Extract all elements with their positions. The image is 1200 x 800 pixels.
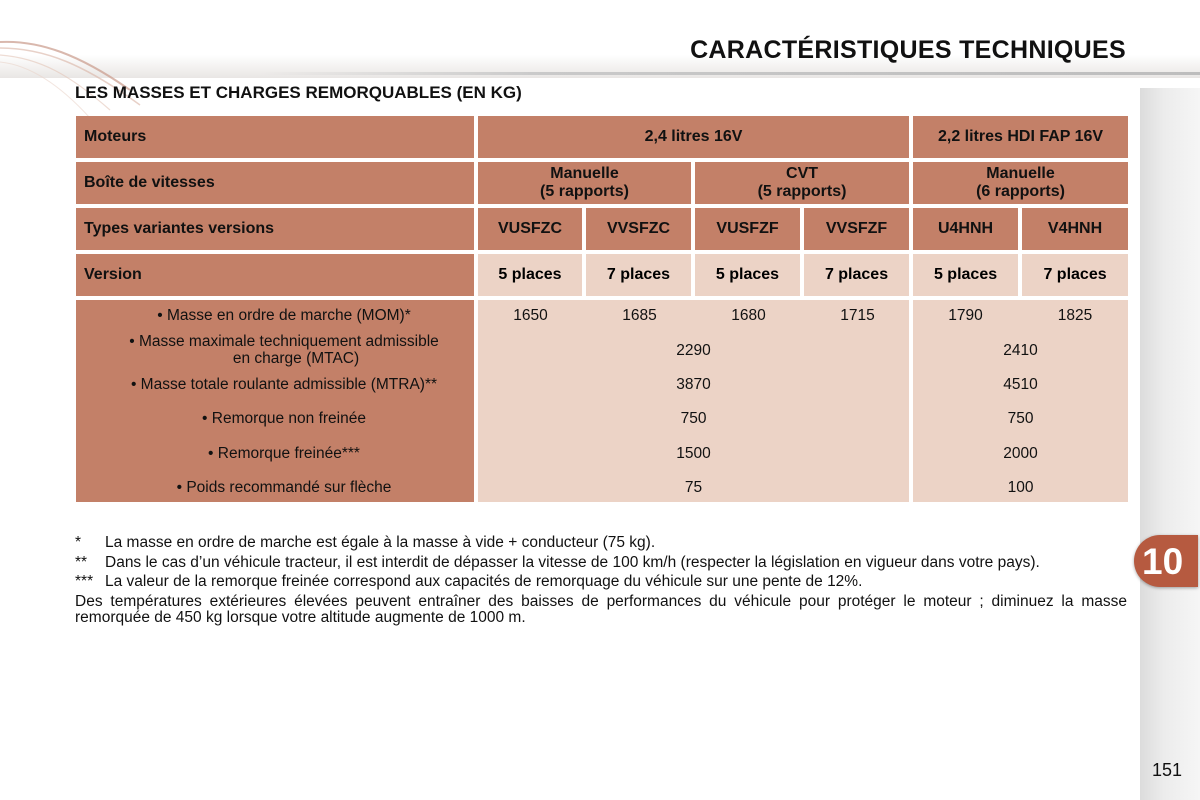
version-cell: 5 places	[695, 254, 800, 296]
temperature-note: Des températures extérieures élevées peuvent entraîner des baisses de performances du véhicule pour protéger le moteur ; diminuez la masse remorquée de 450 kg lorsque votre altitude augmente de 1000 m.	[75, 592, 1127, 626]
row-label-mom: • Masse en ordre de marche (MOM)*	[157, 307, 411, 324]
page-number: 151	[1152, 760, 1183, 780]
version-row	[76, 254, 1128, 296]
version-label: Version	[76, 254, 474, 296]
mom-value: 1650	[513, 307, 548, 324]
footnote	[75, 535, 1127, 552]
mom-value: 1680	[731, 307, 766, 324]
variants-row	[76, 208, 1128, 250]
braked-value: 1500	[676, 445, 711, 462]
version-cell: 7 places	[1022, 254, 1128, 296]
row-label-mtac: • Masse maximale techniquement admissible	[129, 333, 439, 350]
footnote	[75, 574, 1127, 591]
mtac-value: 2410	[1003, 342, 1038, 359]
section-title: LES MASSES ET CHARGES REMORQUABLES (EN KG)	[75, 83, 522, 102]
variant-cell: U4HNH	[913, 208, 1018, 250]
footnote-text: La masse en ordre de marche est égale à la masse à vide + conducteur (75 kg).	[105, 534, 656, 551]
footnote-text: La valeur de la remorque freinée correspond aux capacités de remorquage du véhicule sur une pente de 12%.	[105, 573, 863, 590]
engine-label: Moteurs	[76, 116, 474, 158]
footnote-text: Dans le cas d’un véhicule tracteur, il est interdit de dépasser la vitesse de 100 km/h (respecter la législation en vigueur dans votre pays).	[105, 553, 1040, 571]
unbraked-value: 750	[1007, 410, 1034, 427]
nose-weight-value: 100	[1007, 479, 1034, 496]
row-label-nose-weight: • Poids recommandé sur flèche	[176, 479, 392, 496]
mom-value: 1685	[622, 307, 657, 324]
petrol-values-cell	[478, 300, 909, 502]
header-rule	[260, 72, 1200, 75]
towing-mass-table	[72, 112, 1132, 506]
mtac-value: 2290	[676, 342, 711, 359]
chapter-number: 10	[1142, 541, 1184, 582]
mtra-value: 4510	[1003, 376, 1038, 393]
version-cell: 7 places	[804, 254, 909, 296]
footnote	[75, 555, 1127, 572]
variant-cell: VVSFZC	[586, 208, 691, 250]
gearbox-cvt	[695, 162, 909, 204]
unbraked-value: 750	[680, 410, 707, 427]
footnote-mark: ***	[75, 573, 94, 590]
row-label-mtac-cont: en charge (MTAC)	[232, 350, 360, 367]
gearbox-manual-5	[478, 162, 691, 204]
gearbox-line1: Manuelle	[986, 165, 1055, 182]
mom-value: 1790	[948, 307, 983, 324]
version-cell: 5 places	[913, 254, 1018, 296]
gearbox-row	[76, 162, 1128, 204]
mom-value: 1825	[1057, 307, 1093, 324]
nose-weight-value: 75	[684, 479, 703, 496]
chapter-tab[interactable]	[1134, 535, 1198, 587]
gearbox-line2: (5 rapports)	[757, 183, 847, 200]
mtra-value: 3870	[676, 376, 711, 393]
gearbox-line1: CVT	[786, 165, 819, 182]
variant-cell: VVSFZF	[804, 208, 909, 250]
right-side-panel	[1140, 88, 1200, 800]
page-title: CARACTÉRISTIQUES TECHNIQUES	[690, 36, 1126, 64]
variant-cell: VUSFZC	[478, 208, 582, 250]
variant-cell: V4HNH	[1022, 208, 1128, 250]
gearbox-label: Boîte de vitesses	[76, 162, 474, 204]
footnote-mark: **	[75, 553, 88, 571]
gearbox-line2: (6 rapports)	[976, 183, 1065, 200]
braked-value: 2000	[1003, 445, 1038, 462]
gearbox-line2: (5 rapports)	[540, 183, 629, 200]
gearbox-manual-6	[913, 162, 1128, 204]
engine-diesel: 2,2 litres HDI FAP 16V	[913, 116, 1128, 158]
mass-labels-cell	[76, 300, 474, 502]
gearbox-line1: Manuelle	[550, 165, 619, 182]
mom-value: 1715	[840, 307, 875, 324]
row-label-braked: • Remorque freinée***	[208, 445, 360, 462]
row-label-unbraked: • Remorque non freinée	[202, 410, 366, 427]
row-label-mtra: • Masse totale roulante admissible (MTRA)**	[130, 376, 438, 393]
variants-label: Types variantes versions	[76, 208, 474, 250]
mass-rows	[76, 300, 1128, 502]
variant-cell: VUSFZF	[695, 208, 800, 250]
engine-petrol: 2,4 litres 16V	[478, 116, 909, 158]
engine-row	[76, 116, 1128, 158]
version-cell: 7 places	[586, 254, 691, 296]
footnotes	[75, 535, 1127, 627]
diesel-values-cell	[913, 300, 1128, 502]
version-cell: 5 places	[478, 254, 582, 296]
footnote-mark: *	[75, 534, 82, 551]
